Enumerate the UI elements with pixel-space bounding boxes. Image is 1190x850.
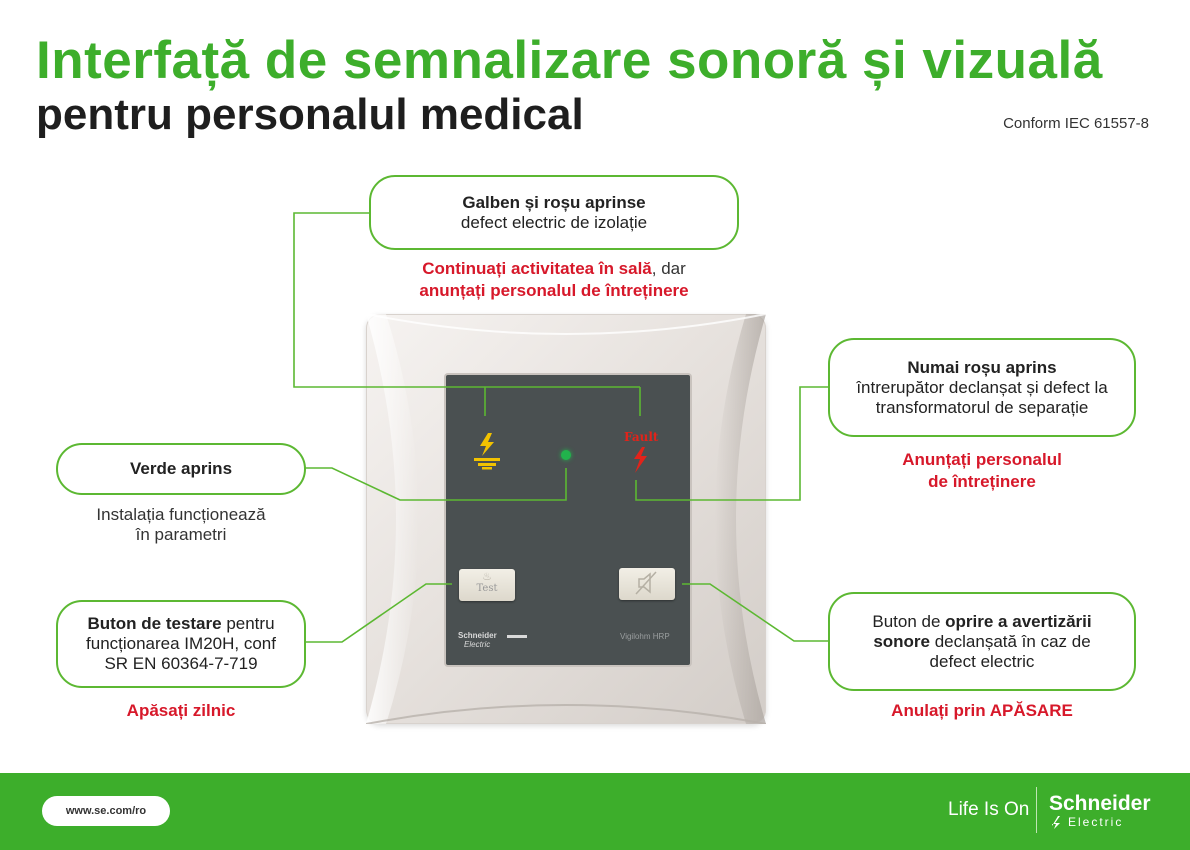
callout-mute-text-a: Buton de xyxy=(872,611,946,631)
device-model: Vigilohm HRP xyxy=(620,632,670,641)
callout-test-text-a: pentru xyxy=(221,614,275,633)
callout-green xyxy=(56,443,306,495)
callout-yellow-red xyxy=(369,175,739,250)
slogan: Life Is On xyxy=(948,799,1030,820)
callout-red-only-text-1: întrerupător declanșat și defect la xyxy=(856,377,1108,397)
brand-name: Schneider xyxy=(1049,792,1151,815)
standard-reference: Conform IEC 61557-8 xyxy=(1003,115,1149,132)
action-notify-line1: Anunțați personalul xyxy=(902,450,1062,469)
callout-yellow-red-action xyxy=(368,258,740,302)
fault-label: Fault xyxy=(624,430,659,444)
action-notify: anunțați personalul de întreținere xyxy=(419,281,689,300)
callout-mute-button xyxy=(828,592,1136,691)
green-text-line2: în parametri xyxy=(135,525,227,544)
callout-yellow-red-text: defect electric de izolație xyxy=(460,212,648,232)
callout-test-heading: Buton de testare xyxy=(87,614,222,633)
footer-bar xyxy=(0,773,1190,850)
callout-mute-action xyxy=(828,700,1136,722)
footer-divider xyxy=(1036,787,1037,833)
brand-sub: Electric xyxy=(1068,815,1124,829)
test-button[interactable]: ♨ Test xyxy=(459,569,515,601)
callout-red-only-text-2: transformatorul de separație xyxy=(875,397,1089,417)
callout-mute-bold-a: oprire a avertizării xyxy=(945,611,1092,631)
device-brand-sub: Electric xyxy=(464,640,491,649)
website-link[interactable]: www.se.com/ro xyxy=(42,796,170,826)
page-title: Interfață de semnalizare sonoră și vizuală xyxy=(36,31,1103,90)
callout-test-text-3: SR EN 60364-7-719 xyxy=(104,654,258,673)
action-cancel-press: Anulați prin APĂSARE xyxy=(891,701,1073,720)
page-subtitle: pentru personalul medical xyxy=(36,90,584,139)
callout-red-only-action xyxy=(828,449,1136,493)
callout-red-only xyxy=(828,338,1136,437)
action-press-daily: Apăsați zilnic xyxy=(126,701,236,720)
schneider-logo-icon xyxy=(1049,814,1065,830)
callout-yellow-red-heading: Galben și roșu aprinse xyxy=(462,192,646,212)
callout-mute-text-b: declanșată în caz de xyxy=(930,631,1091,651)
action-notify-line2: de întreținere xyxy=(928,472,1036,491)
callout-test-action xyxy=(56,700,306,722)
green-text-line1: Instalația funcționează xyxy=(96,505,266,524)
action-separator: , dar xyxy=(651,259,686,278)
device-brand-name: Schneider xyxy=(458,631,497,640)
callout-green-heading: Verde aprins xyxy=(129,459,233,478)
callout-test-text-2: funcționarea IM20H, conf xyxy=(86,634,276,653)
callout-mute-text-3: defect electric xyxy=(929,651,1035,671)
test-button-label: Test xyxy=(476,583,498,594)
action-continue: Continuați activitatea în sală xyxy=(422,259,652,278)
callout-green-text xyxy=(56,505,306,545)
callout-red-only-heading: Numai roșu aprins xyxy=(907,357,1057,377)
callout-test-button xyxy=(56,600,306,688)
callout-mute-bold-b: sonore xyxy=(873,631,930,651)
